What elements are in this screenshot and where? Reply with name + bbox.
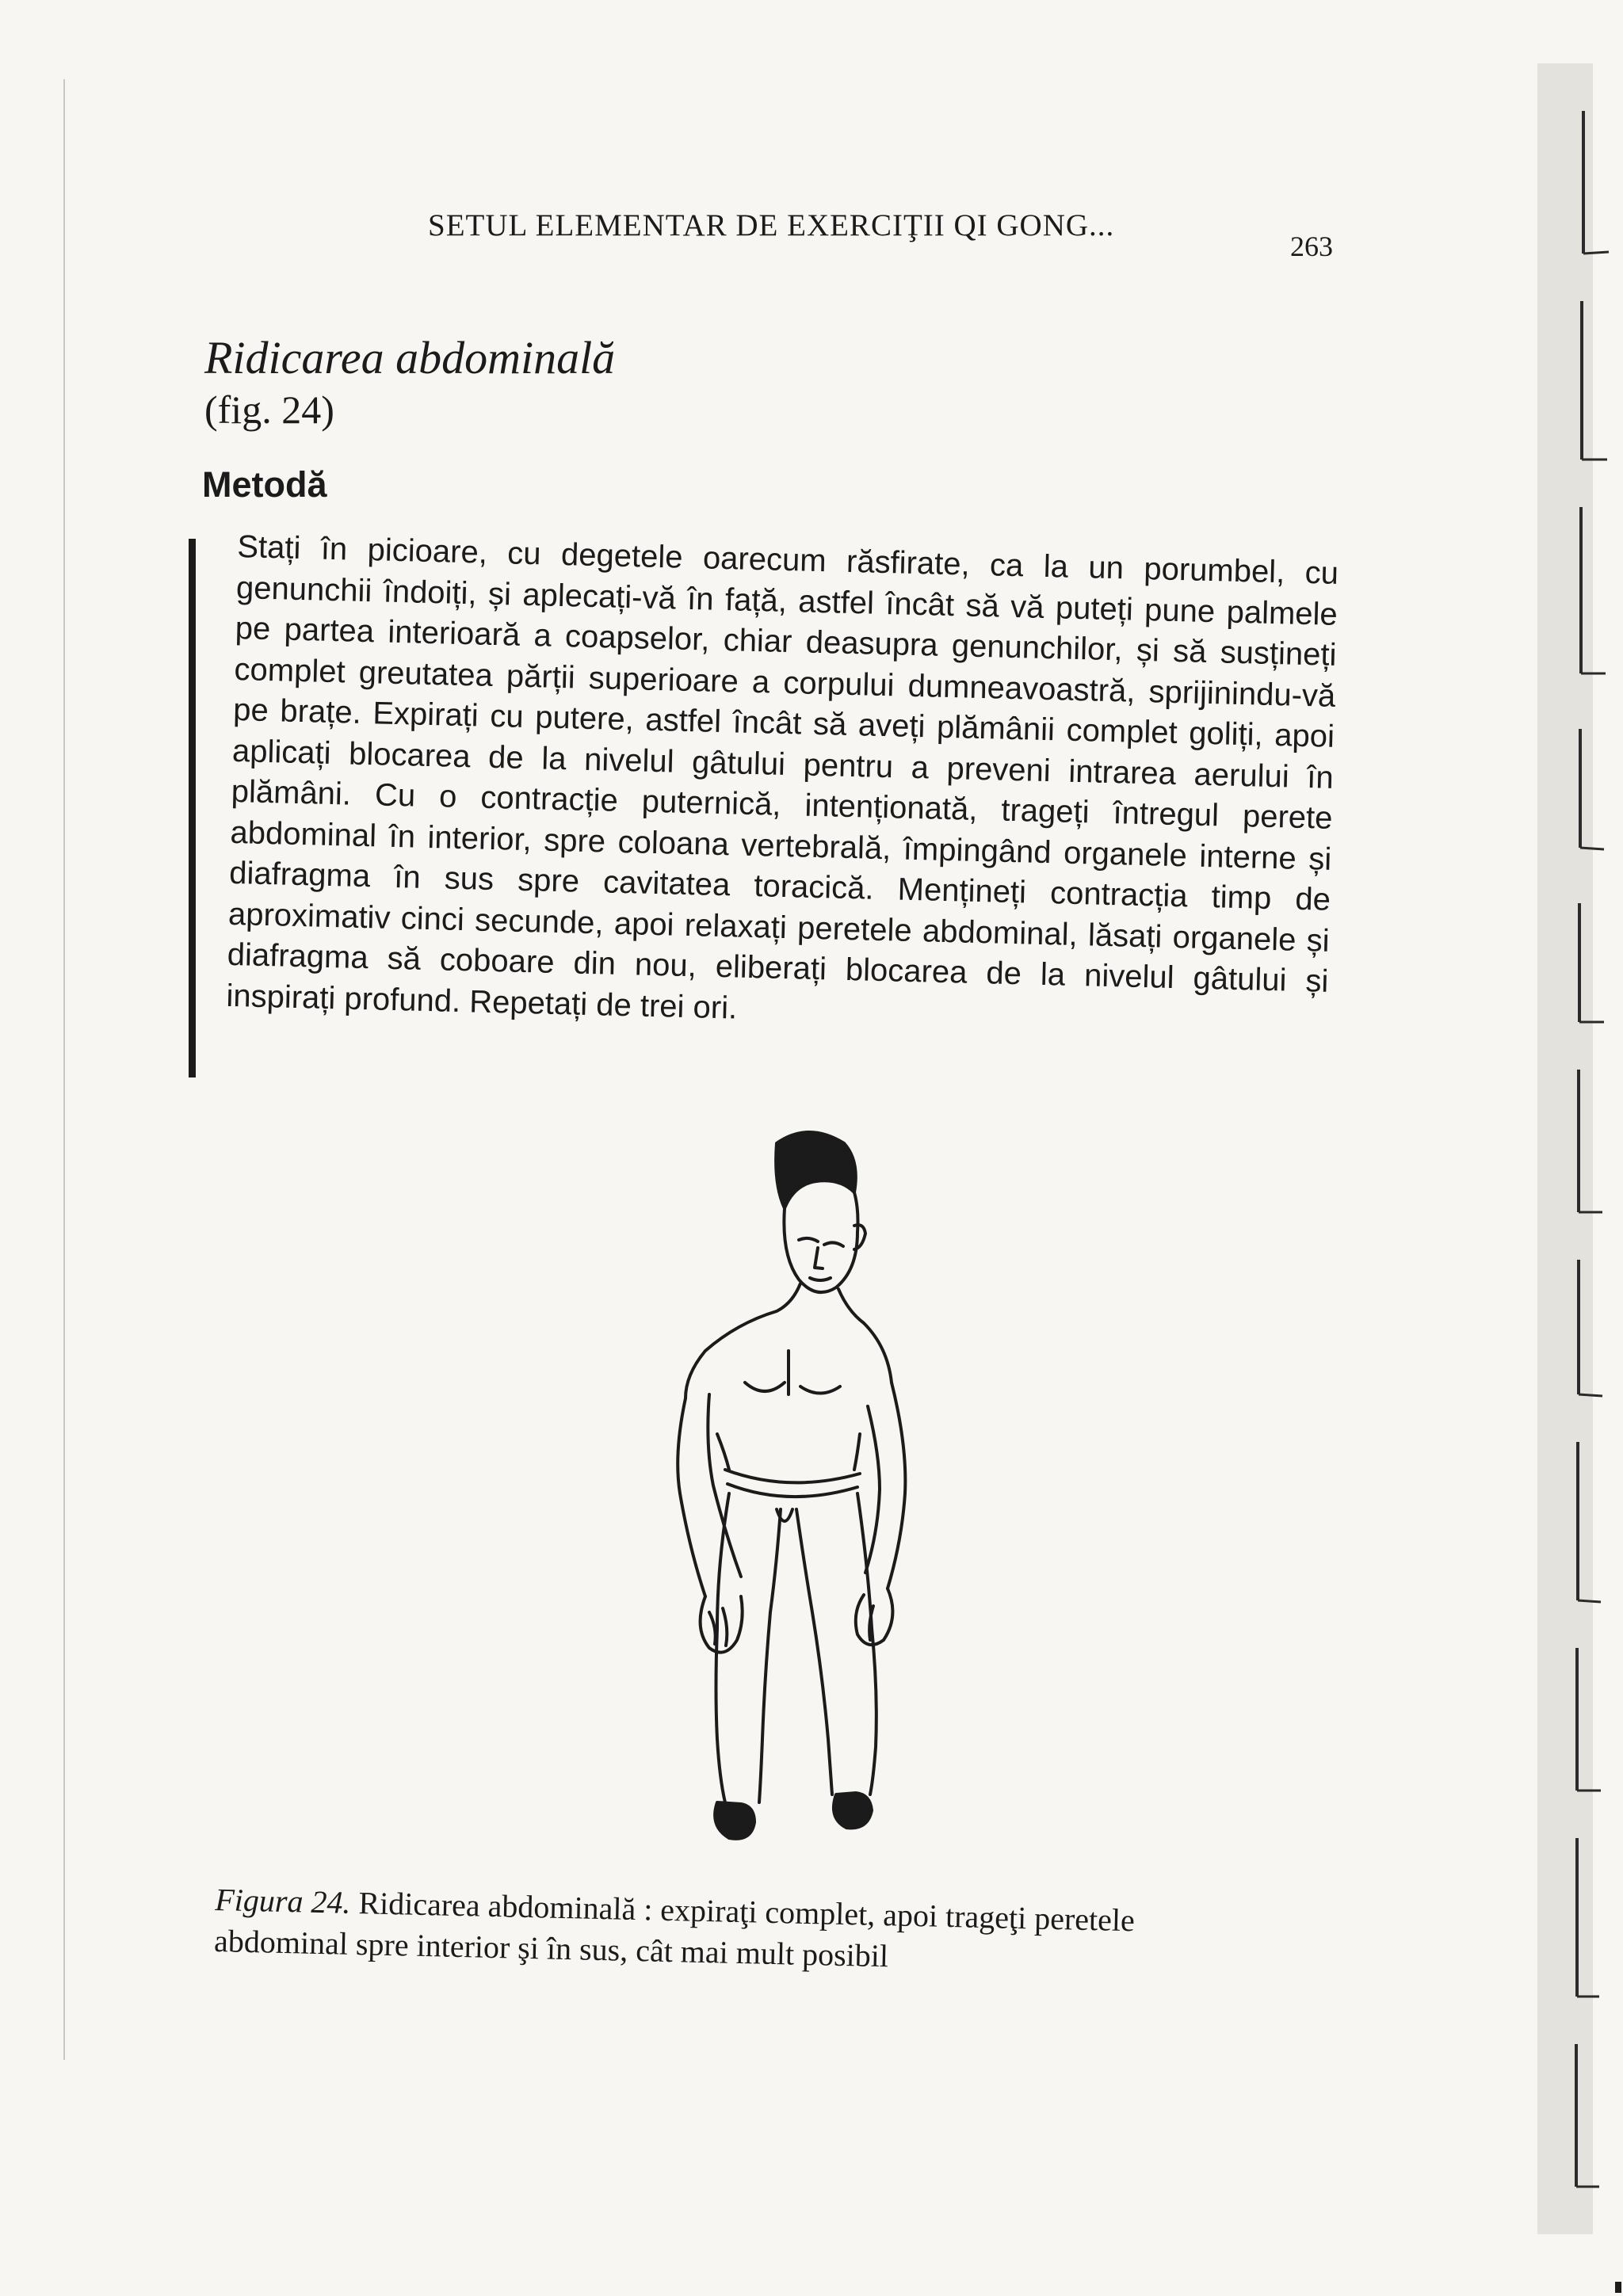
section-title: Ridicarea abdominală xyxy=(204,332,616,383)
scan-margin-line xyxy=(63,79,65,2060)
running-header: SETUL ELEMENTAR DE EXERCIŢII QI GONG... xyxy=(428,208,1115,242)
method-body-block xyxy=(226,527,1339,1043)
figure-caption-label: Figura 24. xyxy=(214,1881,352,1920)
sidebar-rule xyxy=(189,539,196,1077)
scanned-page-edge xyxy=(1506,48,1623,2296)
figure-caption xyxy=(214,1879,1262,1985)
method-body-text: Stați în picioare, cu degetele oarecum răsfirate, ca la un porumbel, cu genunchii îndoiți, și aplecați-vă în față, astfel încât să vă puteți pune palmele pe partea interioară a coapselor, chiar deasupra genunchilor, și să susțineți complet greutatea părții superioare a corpului dumneavoastră, sprijinindu-vă pe brațe. Expirați cu putere, astfel încât să aveți plămânii complet goliți, apoi aplicați blocarea de la nivelul gâtului pentru a preveni intrarea aerului în plămâni. Cu o contracție puternică, intenționată, trageți întregul perete abdominal în interior, spre coloana vertebrală, împingând organele interne și diafragma în sus spre cavitatea toracică. Mențineți contracția timp de aproximativ cinci secunde, apoi relaxați peretele abdominal, lăsați organele și diafragma să coboare din nou, eliberați blocarea de la nivelul gâtului și inspirați profund. Repetați de trei ori. xyxy=(226,528,1339,1026)
page-number: 263 xyxy=(1290,231,1333,262)
method-heading: Metodă xyxy=(202,464,327,505)
figure-reference: (fig. 24) xyxy=(204,387,334,432)
figure-caption-text: Ridicarea abdominală : expiraţi complet, apoi trageţi peretele abdominal spre interior şi în sus, cât mai mult posibil xyxy=(213,1884,1136,1974)
figure-abdominal-lift-illustration xyxy=(547,1121,927,1850)
